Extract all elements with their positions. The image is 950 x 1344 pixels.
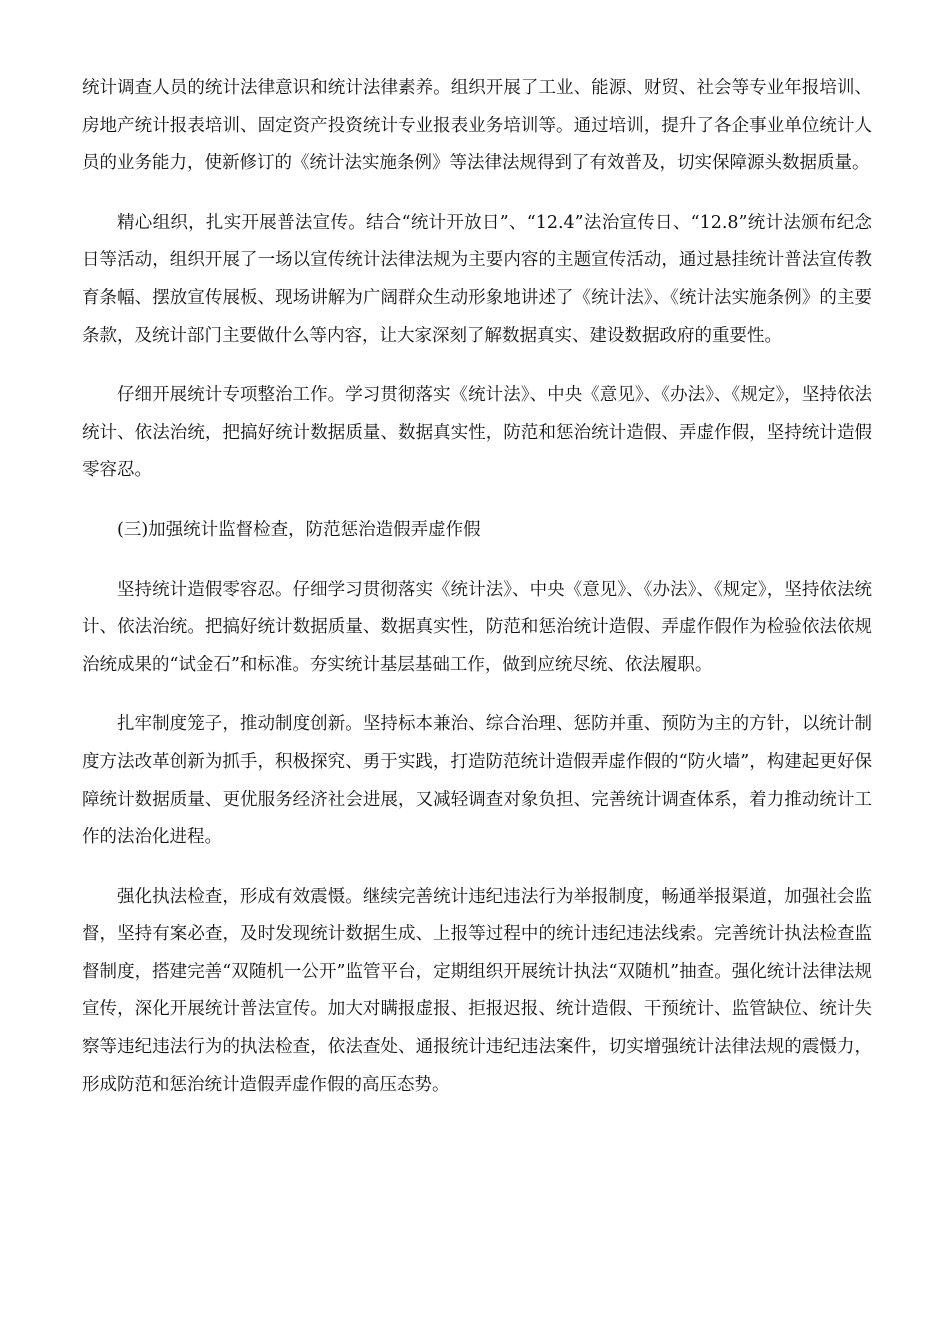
paragraph-institutional-innovation: 扎牢制度笼子，推动制度创新。坚持标本兼治、综合治理、惩防并重、预防为主的方针，以统计制度方法改革创新为抓手，积极探究、勇于实践，打造防范统计造假弄虚作假的“防火墙”，构建起更好保障统计数据质量、更优服务经济社会进展，又减轻调查对象负担、完善统计调查体系，着力推动统计工作的法治化进程。 — [82, 714, 872, 848]
section-heading-supervision: (三)加强统计监督检查，防范惩治造假弄虚作假 — [117, 519, 481, 540]
paragraph-special-rectification: 仔细开展统计专项整治工作。学习贯彻落实《统计法》、中央《意见》、《办法》、《规定》，坚持依法统计、依法治统，把搞好统计数据质量、数据真实性，防范和惩治统计造假、弄虚作假，坚持统计造假零容忍。 — [82, 385, 872, 481]
paragraph-training: 统计调查人员的统计法律意识和统计法律素养。组织开展了工业、能源、财贸、社会等专业年报培训、房地产统计报表培训、固定资产投资统计专业报表业务培训等。通过培训，提升了各企事业单位统计人员的业务能力，使新修订的《统计法实施条例》等法律法规得到了有效普及，切实保障源头数据质量。 — [82, 78, 872, 174]
document-body — [82, 70, 872, 1126]
paragraph-legal-publicity: 精心组织，扎实开展普法宣传。结合“统计开放日”、“12.4”法治宣传日、“12.8”统计法颁布纪念日等活动，组织开展了一场以宣传统计法律法规为主要内容的主题宣传活动，通过悬挂统计普法宣传教育条幅、摆放宣传展板、现场讲解为广阔群众生动形象地讲述了《统计法》、《统计法实施条例》的主要条款，及统计部门主要做什么等内容，让大家深刻了解数据真实、建设数据政府的重要性。 — [82, 212, 872, 346]
paragraph-zero-tolerance: 坚持统计造假零容忍。仔细学习贯彻落实《统计法》、中央《意见》、《办法》、《规定》，坚持依法统计、依法治统。把搞好统计数据质量、数据真实性，防范和惩治统计造假、弄虚作假作为检验依法依规治统成果的“试金石”和标准。夯实统计基层基础工作，做到应统尽统、依法履职。 — [82, 579, 872, 675]
paragraph-law-enforcement: 强化执法检查，形成有效震慑。继续完善统计违纪违法行为举报制度，畅通举报渠道，加强社会监督，坚持有案必查，及时发现统计数据生成、上报等过程中的统计违纪违法线索。完善统计执法检查监督制度，搭建完善“双随机一公开”监管平台，定期组织开展统计执法“双随机”抽查。强化统计法律法规宣传，深化开展统计普法宣传。加大对瞒报虚报、拒报迟报、统计造假、干预统计、监管缺位、统计失察等违纪违法行为的执法检查，依法查处、通报统计违纪违法案件，切实增强统计法律法规的震慑力，形成防范和惩治统计造假弄虚作假的高压态势。 — [82, 886, 872, 1095]
